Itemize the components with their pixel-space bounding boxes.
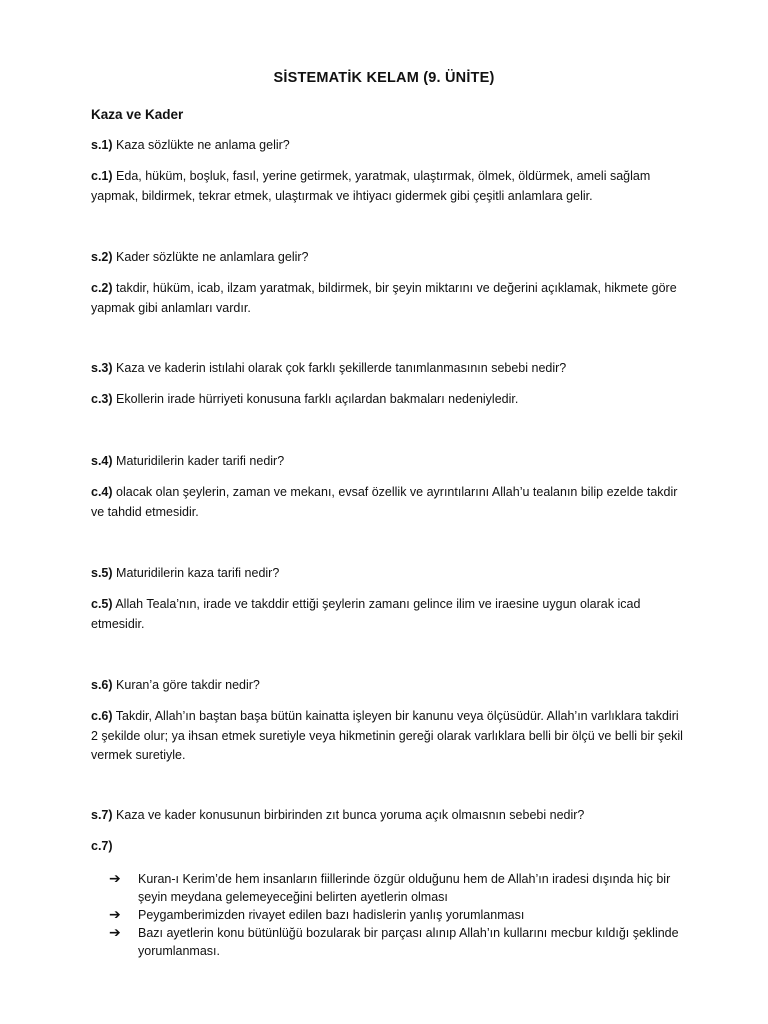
answer-5	[91, 595, 686, 634]
answer-3	[91, 390, 686, 410]
question-2	[91, 248, 686, 268]
answer-text: Ekollerin irade hürriyeti konusuna farklı açılardan bakmaları nedeniyledir.	[116, 392, 519, 406]
answer-6	[91, 707, 686, 766]
answer-2	[91, 279, 686, 318]
right-arrow-icon: ➔	[109, 906, 121, 922]
question-label: s.2)	[91, 250, 113, 264]
right-arrow-icon: ➔	[109, 870, 121, 886]
question-text: Kader sözlükte ne anlamlara gelir?	[116, 250, 309, 264]
question-label: s.6)	[91, 678, 113, 692]
answer-label: c.5)	[91, 597, 113, 611]
answer-label: c.6)	[91, 709, 113, 723]
question-text: Maturidilerin kader tarifi nedir?	[116, 454, 285, 468]
question-6	[91, 676, 686, 696]
question-text: Kuran’a göre takdir nedir?	[116, 678, 260, 692]
answer-text: Eda, hüküm, boşluk, fasıl, yerine getirmek, yaratmak, ulaştırmak, ölmek, öldürmek, ameli sağlam yapmak, bildirmek, tekrar etmek, ulaştırmak ve ihtiyacı gidermek gibi çeşitli anlamlara gelir.	[91, 169, 651, 203]
answer-label: c.1)	[91, 169, 113, 183]
question-7	[91, 806, 686, 826]
answer-7-bullet-list	[109, 870, 689, 960]
answer-7	[91, 837, 686, 857]
question-label: s.1)	[91, 138, 113, 152]
question-text: Kaza ve kader konusunun birbirinden zıt bunca yoruma açık olmaısnın sebebi nedir?	[116, 808, 585, 822]
question-5	[91, 564, 686, 584]
answer-text: olacak olan şeylerin, zaman ve mekanı, evsaf özellik ve ayrıntılarını Allah’u tealanın bilip ezelde takdir ve tahdid etmesidir.	[91, 485, 678, 519]
list-item-text: Bazı ayetlerin konu bütünlüğü bozularak bir parçası alınıp Allah’ın kullarını mecbur kıldığı şeklinde yorumlanması.	[138, 926, 679, 958]
answer-label: c.4)	[91, 485, 113, 499]
answer-label: c.3)	[91, 392, 113, 406]
question-label: s.3)	[91, 361, 113, 375]
question-label: s.7)	[91, 808, 113, 822]
section-heading: Kaza ve Kader	[91, 107, 184, 122]
answer-label: c.7)	[91, 839, 113, 853]
question-text: Kaza ve kaderin istılahi olarak çok farklı şekillerde tanımlanmasının sebebi nedir?	[116, 361, 567, 375]
question-text: Kaza sözlükte ne anlama gelir?	[116, 138, 290, 152]
document-title: SİSTEMATİK KELAM (9. ÜNİTE)	[273, 70, 495, 86]
list-item	[109, 870, 689, 906]
question-3	[91, 359, 686, 379]
question-label: s.5)	[91, 566, 113, 580]
answer-label: c.2)	[91, 281, 113, 295]
answer-text: takdir, hüküm, icab, ilzam yaratmak, bildirmek, bir şeyin miktarını ve değerini açıklamak, hikmete göre yapmak gibi anlamları vardır.	[91, 281, 677, 315]
question-4	[91, 452, 686, 472]
list-item	[109, 924, 689, 960]
question-text: Maturidilerin kaza tarifi nedir?	[116, 566, 280, 580]
answer-4	[91, 483, 686, 522]
answer-1	[91, 167, 686, 206]
answer-text: Allah Teala’nın, irade ve takddir ettiği şeylerin zamanı gelince ilim ve iraesine uygun olarak icad etmesidir.	[91, 597, 641, 631]
right-arrow-icon: ➔	[109, 924, 121, 940]
answer-text: Takdir, Allah’ın baştan başa bütün kainatta işleyen bir kanunu veya ölçüsüdür. Allah’ın varlıklara takdiri 2 şekilde olur; ya ihsan etmek suretiyle veya hikmetinin gereği olarak varlıklara belli bir ölçü ve belli bir şekil vermek suretiyle.	[91, 709, 683, 762]
list-item	[109, 906, 689, 924]
question-label: s.4)	[91, 454, 113, 468]
question-1	[91, 136, 686, 156]
list-item-text: Peygamberimizden rivayet edilen bazı hadislerin yanlış yorumlanması	[138, 908, 525, 922]
list-item-text: Kuran-ı Kerim’de hem insanların fiillerinde özgür olduğunu hem de Allah’ın iradesi dışında hiç bir şeyin meydana gelemeyeceğini belirten ayetlerin olması	[138, 872, 671, 904]
